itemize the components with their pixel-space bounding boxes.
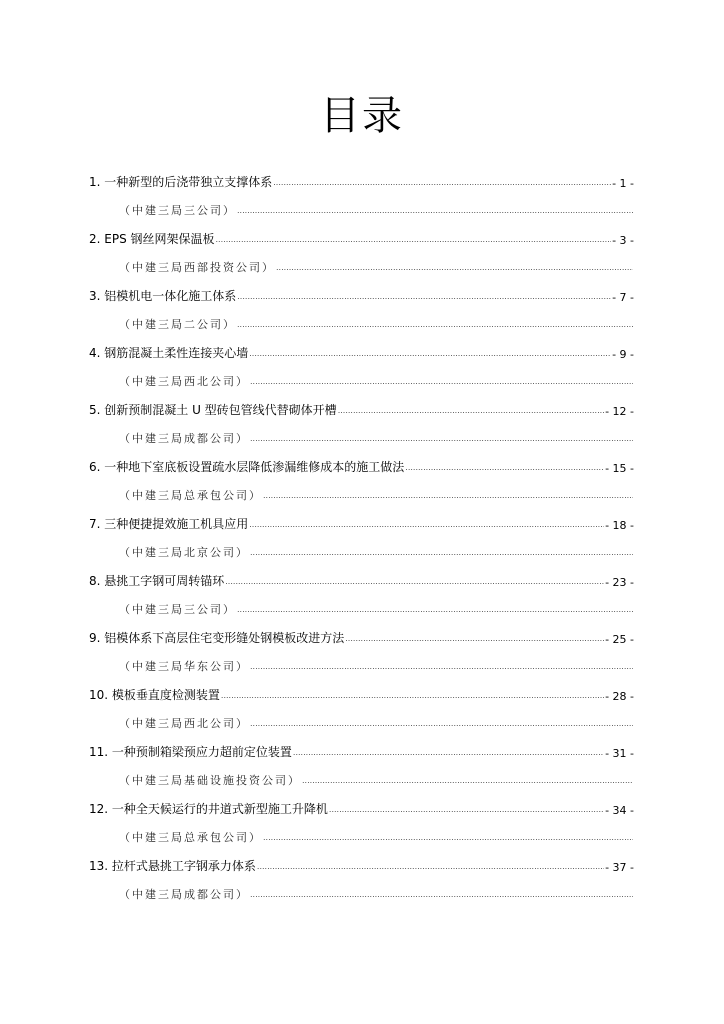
dot-leader: [345, 626, 604, 646]
toc-entry-company: （中建三局西北公司）: [119, 375, 249, 388]
toc-entry-company-line: [119, 597, 634, 617]
toc-entry-company: （中建三局华东公司）: [119, 660, 249, 673]
toc-entry-company: （中建三局西北公司）: [119, 717, 249, 730]
toc-entry-company-line: [119, 255, 634, 275]
toc-entry-company-line: [119, 540, 634, 560]
toc-entry-company-line: [119, 369, 634, 389]
toc-page-number: - 1 -: [612, 177, 634, 190]
toc-entry-company: （中建三局成都公司）: [119, 888, 249, 901]
toc-entry-label: 3. 铝模机电一体化施工体系: [89, 289, 237, 303]
toc-entry-title-line[interactable]: [89, 683, 634, 703]
toc-entry-company: （中建三局总承包公司）: [119, 831, 262, 844]
toc-entry-title-line[interactable]: [89, 170, 634, 190]
toc-entry-label: 13. 拉杆式悬挑工字钢承力体系: [89, 859, 256, 873]
toc-entry-label: 9. 铝模体系下高层住宅变形缝处钢模板改进方法: [89, 631, 345, 645]
toc-entry-title-line[interactable]: [89, 512, 634, 532]
page-title: 目录: [320, 93, 404, 139]
toc-entry-title-line[interactable]: [89, 740, 634, 760]
toc-page-number: - 7 -: [612, 291, 634, 304]
toc-entry-company: （中建三局三公司）: [119, 204, 236, 217]
toc-entry-label: 12. 一种全天候运行的井道式新型施工升降机: [89, 802, 328, 816]
toc-entry-company-line: [119, 312, 634, 332]
toc-entry-company: （中建三局北京公司）: [119, 546, 249, 559]
dot-leader: [250, 654, 633, 674]
toc-entry-label: 11. 一种预制箱梁预应力超前定位装置: [89, 745, 292, 759]
toc-entry-company: （中建三局总承包公司）: [119, 489, 262, 502]
dot-leader: [221, 683, 604, 703]
toc-entry-title-line[interactable]: [89, 284, 634, 304]
toc-page-number: - 28 -: [605, 690, 634, 703]
toc-entry-company-line: [119, 882, 634, 902]
dot-leader: [250, 426, 633, 446]
dot-leader: [237, 597, 633, 617]
toc-page-number: - 37 -: [605, 861, 634, 874]
toc-entry-company-line: [119, 198, 634, 218]
toc-entry-label: 7. 三种便捷提效施工机具应用: [89, 517, 249, 531]
dot-leader: [273, 170, 611, 190]
toc-entry-title-line[interactable]: [89, 341, 634, 361]
dot-leader: [249, 341, 611, 361]
dot-leader: [237, 312, 633, 332]
dot-leader: [250, 882, 633, 902]
toc-entry-company-line: [119, 426, 634, 446]
dot-leader: [405, 455, 604, 475]
toc-entry-title-line[interactable]: [89, 797, 634, 817]
dot-leader: [257, 854, 604, 874]
toc-entry-title-line[interactable]: [89, 227, 634, 247]
toc-entry-company-line: [119, 654, 634, 674]
dot-leader: [216, 227, 612, 247]
dot-leader: [293, 740, 604, 760]
dot-leader: [250, 369, 633, 389]
toc-entry-title-line[interactable]: [89, 854, 634, 874]
dot-leader: [302, 768, 633, 788]
dot-leader: [263, 825, 633, 845]
toc-entry-title-line[interactable]: [89, 398, 634, 418]
toc-entry-label: 1. 一种新型的后浇带独立支撑体系: [89, 175, 273, 189]
toc-entry-label: 2. EPS 钢丝网架保温板: [89, 232, 215, 246]
toc-page-number: - 34 -: [605, 804, 634, 817]
toc-entry-title-line[interactable]: [89, 626, 634, 646]
dot-leader: [263, 483, 633, 503]
toc-page-number: - 18 -: [605, 519, 634, 532]
dot-leader: [237, 284, 611, 304]
toc-page-number: - 15 -: [605, 462, 634, 475]
toc-entry-label: 5. 创新预制混凝土 U 型砖包管线代替砌体开槽: [89, 403, 337, 417]
toc-entry-company: （中建三局二公司）: [119, 318, 236, 331]
dot-leader: [329, 797, 604, 817]
toc-page-number: - 25 -: [605, 633, 634, 646]
toc-entry-label: 8. 悬挑工字钢可周转锚环: [89, 574, 225, 588]
dot-leader: [338, 398, 604, 418]
toc-entry-company: （中建三局西部投资公司）: [119, 261, 275, 274]
toc-entry-title-line[interactable]: [89, 455, 634, 475]
toc-entry-company: （中建三局基础设施投资公司）: [119, 774, 301, 787]
toc-page-number: - 23 -: [605, 576, 634, 589]
toc-page-number: - 31 -: [605, 747, 634, 760]
toc-page-number: - 3 -: [612, 234, 634, 247]
toc-entry-company-line: [119, 825, 634, 845]
toc-entry-company-line: [119, 483, 634, 503]
toc-entry-label: 4. 钢筋混凝土柔性连接夹心墙: [89, 346, 249, 360]
toc-entry-label: 10. 模板垂直度检测装置: [89, 688, 220, 702]
dot-leader: [250, 540, 633, 560]
dot-leader: [250, 711, 633, 731]
toc-entry-label: 6. 一种地下室底板设置疏水层降低渗漏维修成本的施工做法: [89, 460, 405, 474]
toc-entry-company: （中建三局成都公司）: [119, 432, 249, 445]
toc-page-number: - 12 -: [605, 405, 634, 418]
dot-leader: [276, 255, 633, 275]
toc-entry-company-line: [119, 711, 634, 731]
dot-leader: [237, 198, 633, 218]
toc-entry-company: （中建三局三公司）: [119, 603, 236, 616]
toc-page-number: - 9 -: [612, 348, 634, 361]
toc-entry-company-line: [119, 768, 634, 788]
toc-entry-title-line[interactable]: [89, 569, 634, 589]
dot-leader: [249, 512, 604, 532]
dot-leader: [225, 569, 604, 589]
